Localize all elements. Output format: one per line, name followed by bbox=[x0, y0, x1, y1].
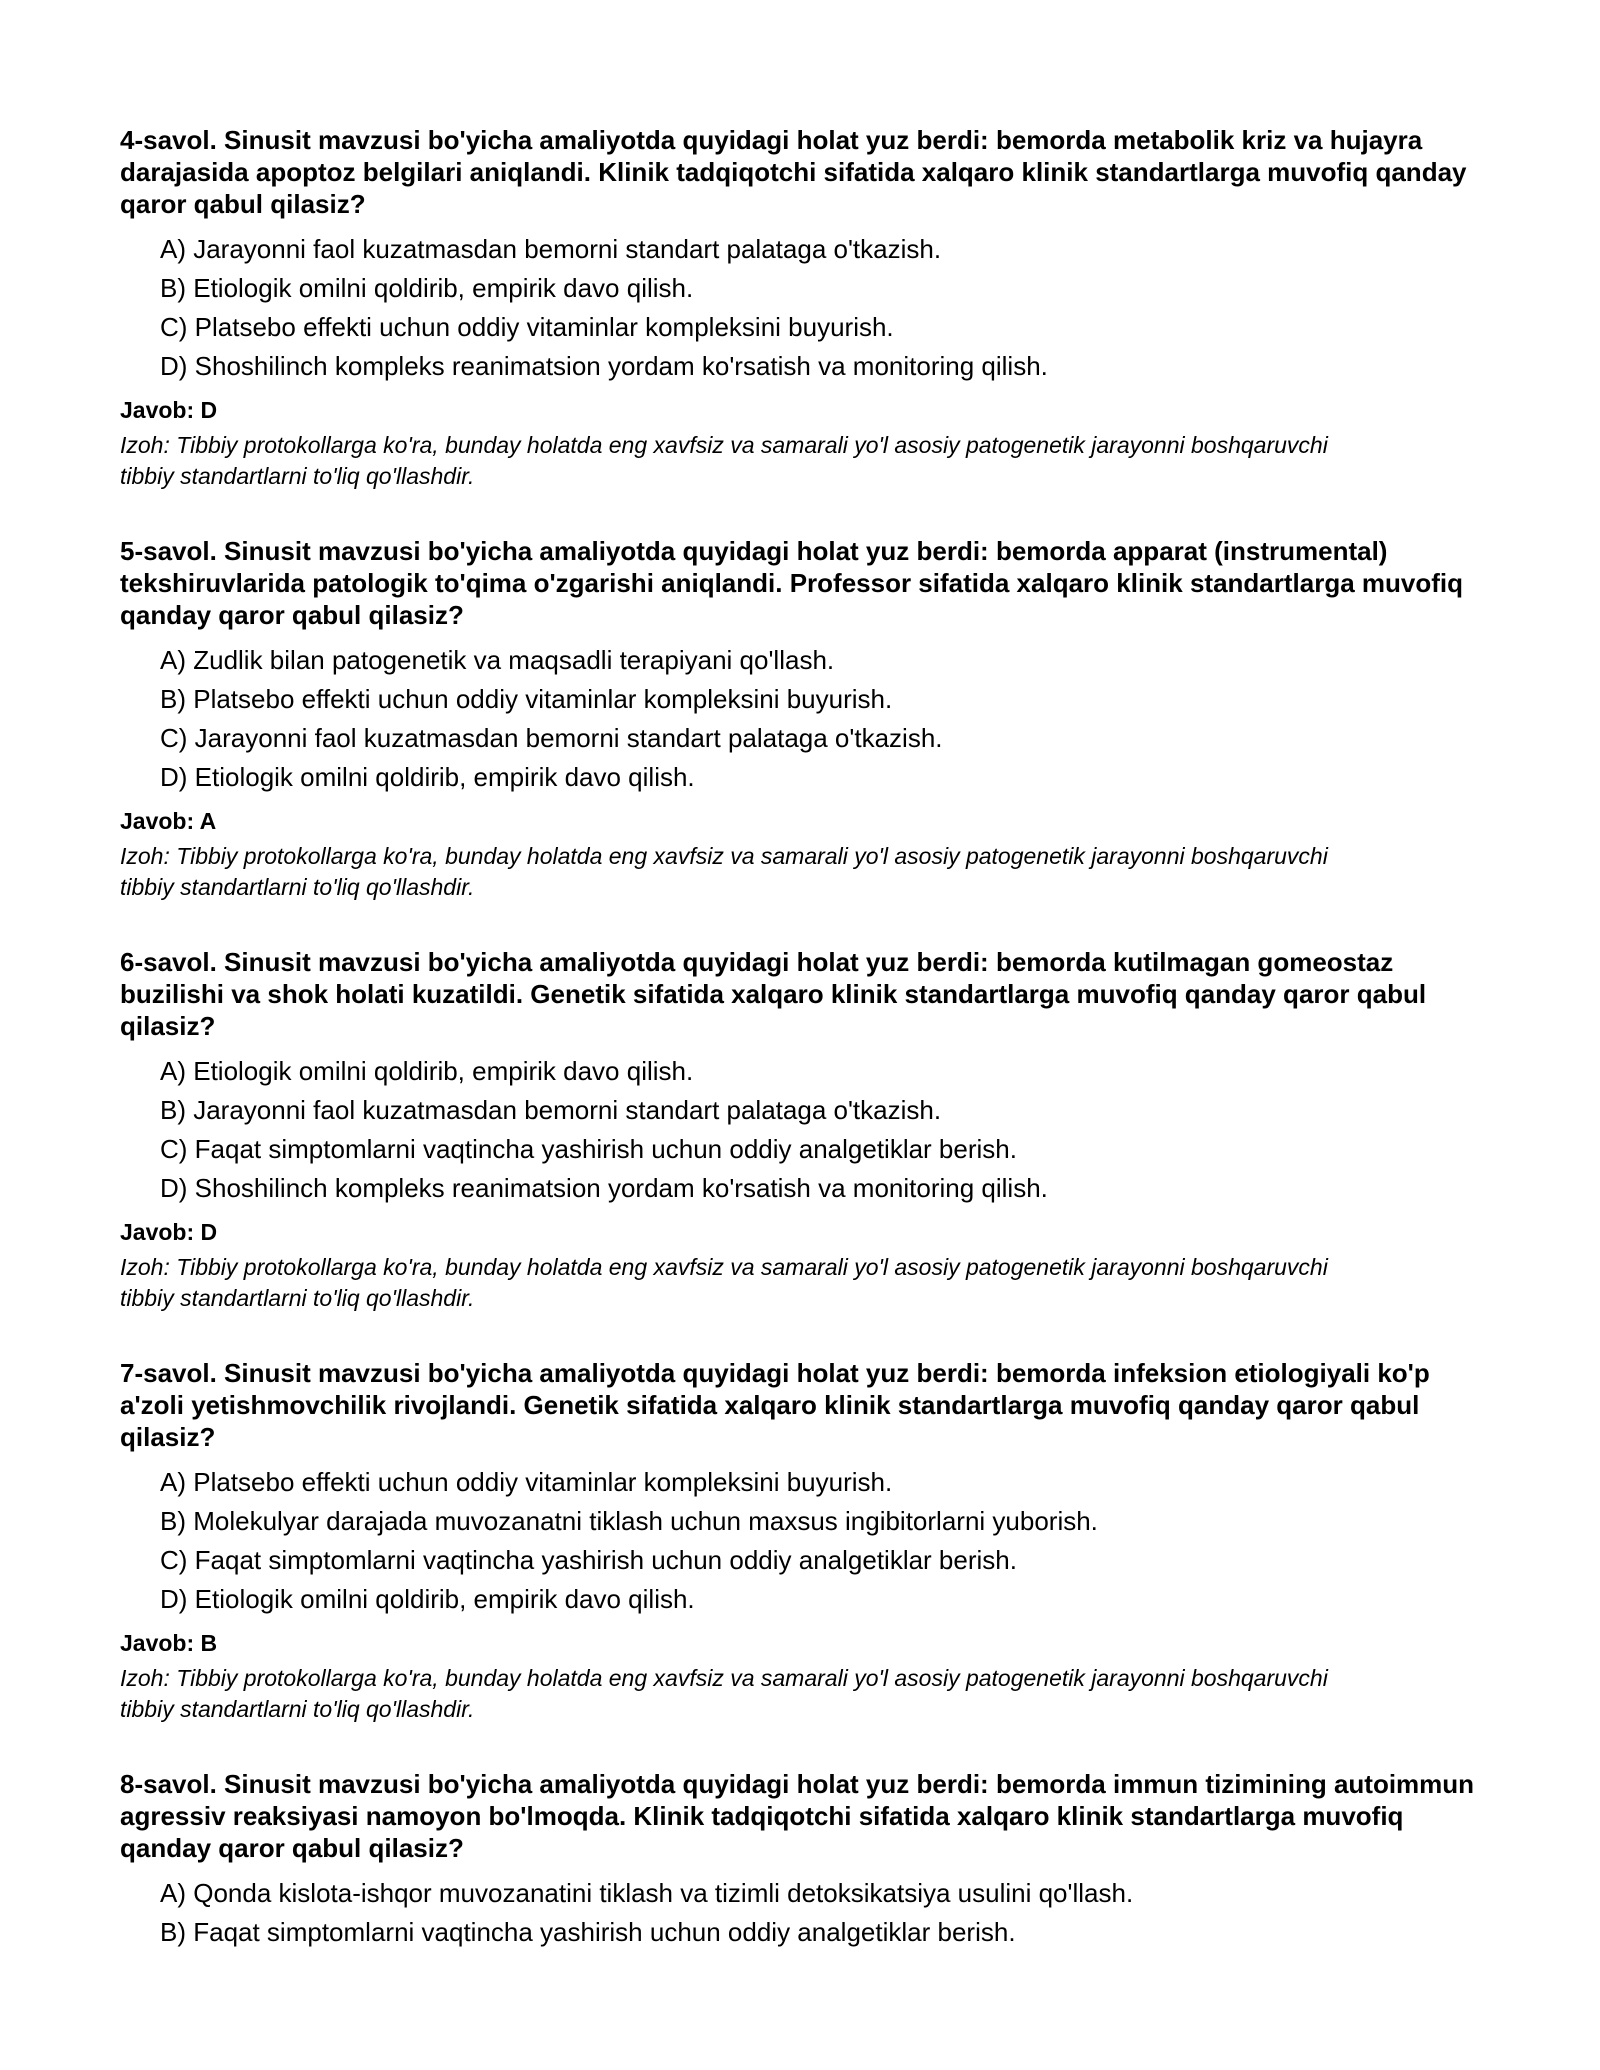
option-a: A) Jarayonni faol kuzatmasdan bemorni standart palataga o'tkazish. bbox=[160, 234, 942, 264]
option-d: D) Shoshilinch kompleks reanimatsion yordam ko'rsatish va monitoring qilish. bbox=[160, 1173, 1048, 1203]
option-d: D) Etiologik omilni qoldirib, empirik davo qilish. bbox=[160, 1584, 695, 1614]
question-4 bbox=[120, 124, 1480, 492]
explanation-text: Izoh: Tibbiy protokollarga ko'ra, bunday holatda eng xavfsiz va samarali yo'l asosiy patogenetik jarayonni boshqaruvchi tibbiy standartlarni to'liq qo'llashdir. bbox=[120, 1254, 1328, 1311]
option-b: B) Faqat simptomlarni vaqtincha yashirish uchun oddiy analgetiklar berish. bbox=[160, 1917, 1016, 1947]
question-8 bbox=[120, 1768, 1480, 1952]
answer-label: Javob: D bbox=[120, 397, 218, 423]
answer-label: Javob: A bbox=[120, 808, 217, 834]
question-6 bbox=[120, 946, 1480, 1314]
option-b: B) Molekulyar darajada muvozanatni tiklash uchun maxsus ingibitorlarni yuborish. bbox=[160, 1506, 1098, 1536]
option-c: C) Faqat simptomlarni vaqtincha yashirish uchun oddiy analgetiklar berish. bbox=[160, 1134, 1017, 1164]
explanation-text: Izoh: Tibbiy protokollarga ko'ra, bunday holatda eng xavfsiz va samarali yo'l asosiy patogenetik jarayonni boshqaruvchi tibbiy standartlarni to'liq qo'llashdir. bbox=[120, 1665, 1328, 1722]
question-7 bbox=[120, 1357, 1480, 1725]
explanation-text: Izoh: Tibbiy protokollarga ko'ra, bunday holatda eng xavfsiz va samarali yo'l asosiy patogenetik jarayonni boshqaruvchi tibbiy standartlarni to'liq qo'llashdir. bbox=[120, 432, 1328, 489]
option-d: D) Shoshilinch kompleks reanimatsion yordam ko'rsatish va monitoring qilish. bbox=[160, 351, 1048, 381]
question-title: 8-savol. Sinusit mavzusi bo'yicha amaliyotda quyidagi holat yuz berdi: bemorda immun tizimining autoimmun agressiv reaksiyasi namoyon bo'lmoqda. Klinik tadqiqotchi sifatida xalqaro klinik standartlarga muvofiq qanday qaror qabul qilasiz? bbox=[120, 1769, 1475, 1863]
question-title: 6-savol. Sinusit mavzusi bo'yicha amaliyotda quyidagi holat yuz berdi: bemorda kutilmagan gomeostaz buzilishi va shok holati kuzatildi. Genetik sifatida xalqaro klinik standartlarga muvofiq qanday qaror qabul qilasiz? bbox=[120, 947, 1427, 1041]
question-title: 4-savol. Sinusit mavzusi bo'yicha amaliyotda quyidagi holat yuz berdi: bemorda metabolik kriz va hujayra darajasida apoptoz belgilari aniqlandi. Klinik tadqiqotchi sifatida xalqaro klinik standartlarga muvofiq qanday qaror qabul qilasiz? bbox=[120, 125, 1467, 219]
option-list bbox=[120, 230, 1480, 386]
question-title: 7-savol. Sinusit mavzusi bo'yicha amaliyotda quyidagi holat yuz berdi: bemorda infeksion etiologiyali ko'p a'zoli yetishmovchilik rivojlandi. Genetik sifatida xalqaro klinik standartlarga muvofiq qanday qaror qabul qilasiz? bbox=[120, 1358, 1430, 1452]
option-a: A) Etiologik omilni qoldirib, empirik davo qilish. bbox=[160, 1056, 694, 1086]
option-b: B) Platsebo effekti uchun oddiy vitaminlar kompleksini buyurish. bbox=[160, 684, 893, 714]
option-a: A) Zudlik bilan patogenetik va maqsadli terapiyani qo'llash. bbox=[160, 645, 835, 675]
option-list bbox=[120, 1052, 1480, 1208]
answer-label: Javob: D bbox=[120, 1219, 218, 1245]
option-list bbox=[120, 1463, 1480, 1619]
option-a: A) Qonda kislota-ishqor muvozanatini tiklash va tizimli detoksikatsiya usulini qo'llash. bbox=[160, 1878, 1134, 1908]
option-c: C) Faqat simptomlarni vaqtincha yashirish uchun oddiy analgetiklar berish. bbox=[160, 1545, 1017, 1575]
option-d: D) Etiologik omilni qoldirib, empirik davo qilish. bbox=[160, 762, 695, 792]
document-page bbox=[120, 124, 1480, 1995]
option-c: C) Jarayonni faol kuzatmasdan bemorni standart palataga o'tkazish. bbox=[160, 723, 943, 753]
option-list bbox=[120, 641, 1480, 797]
question-5 bbox=[120, 535, 1480, 903]
option-a: A) Platsebo effekti uchun oddiy vitaminlar kompleksini buyurish. bbox=[160, 1467, 893, 1497]
option-list bbox=[120, 1874, 1480, 1952]
option-b: B) Etiologik omilni qoldirib, empirik davo qilish. bbox=[160, 273, 694, 303]
option-c: C) Platsebo effekti uchun oddiy vitaminlar kompleksini buyurish. bbox=[160, 312, 894, 342]
answer-label: Javob: B bbox=[120, 1630, 218, 1656]
option-b: B) Jarayonni faol kuzatmasdan bemorni standart palataga o'tkazish. bbox=[160, 1095, 942, 1125]
question-title: 5-savol. Sinusit mavzusi bo'yicha amaliyotda quyidagi holat yuz berdi: bemorda apparat (instrumental) tekshiruvlarida patologik to'qima o'zgarishi aniqlandi. Professor sifatida xalqaro klinik standartlarga muvofiq qanday qaror qabul qilasiz? bbox=[120, 536, 1464, 630]
explanation-text: Izoh: Tibbiy protokollarga ko'ra, bunday holatda eng xavfsiz va samarali yo'l asosiy patogenetik jarayonni boshqaruvchi tibbiy standartlarni to'liq qo'llashdir. bbox=[120, 843, 1328, 900]
